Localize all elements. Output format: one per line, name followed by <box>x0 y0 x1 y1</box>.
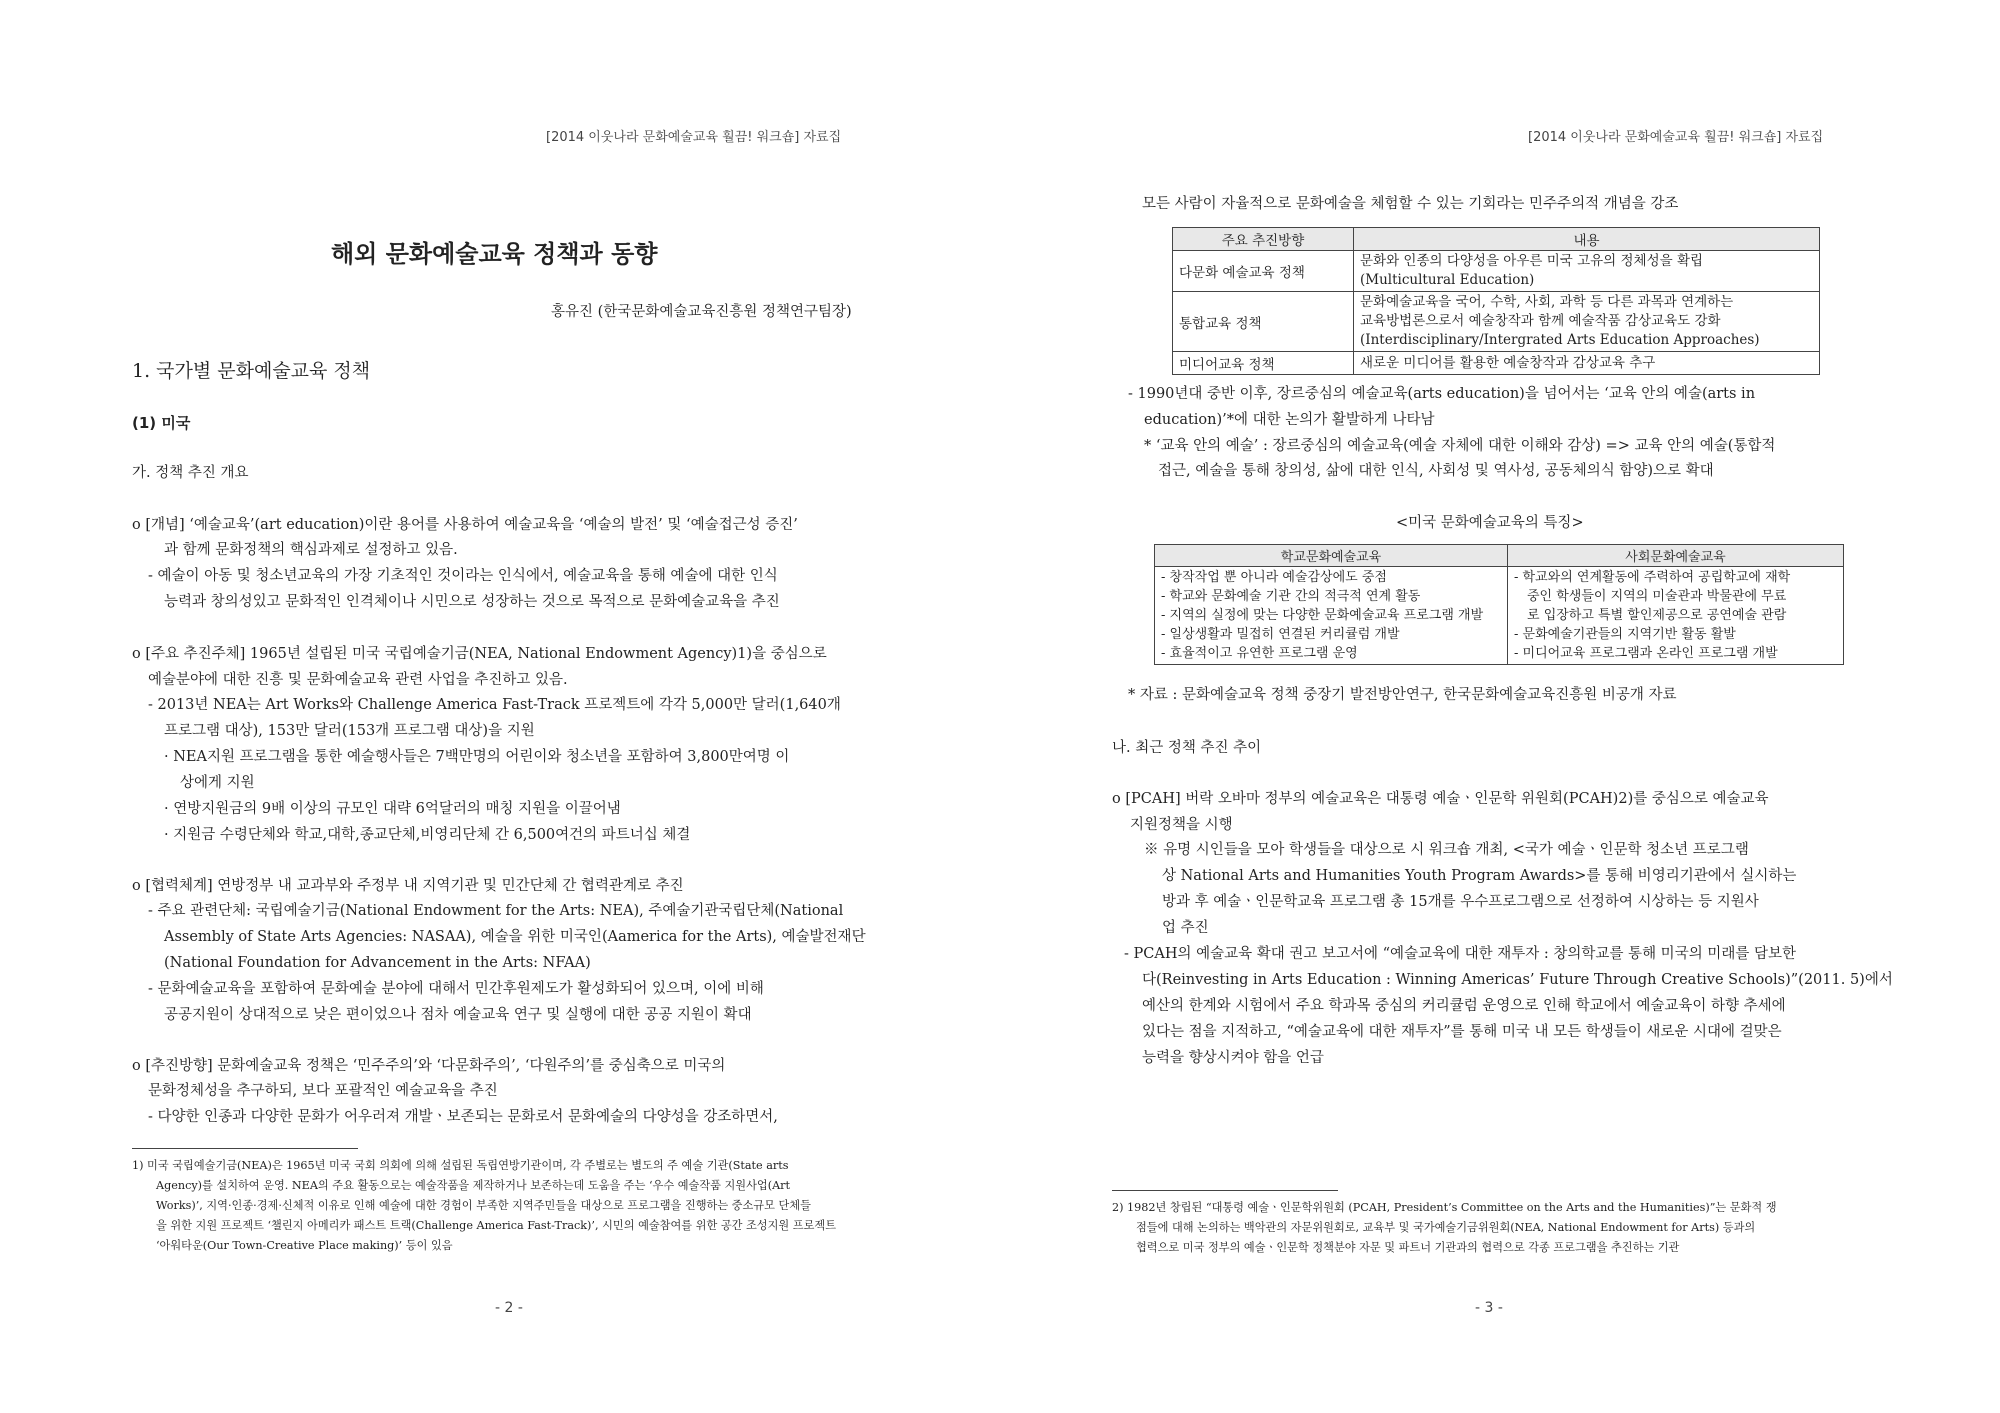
table-caption: <미국 문화예술교육의 특징> <box>1396 515 1584 531</box>
body-line: * ‘교육 안의 예술’ : 장르중심의 예술교육(예술 자체에 대한 이해와 감상) => 교육 안의 예술(통합적 <box>1144 438 1776 454</box>
body-line: - 문화예술교육을 포함하여 문화예술 분야에 대해서 민간후원제도가 활성화되어 있으며, 이에 비해 <box>148 981 764 997</box>
body-line: o [PCAH] 버락 오바마 정부의 예술교육은 대통령 예술ㆍ인문학 위원회(PCAH)2)를 중심으로 예술교육 <box>1112 791 1769 807</box>
body-line: o [주요 추진주체] 1965년 설립된 미국 국립예술기금(NEA, National Endowment Agency)1)을 중심으로 <box>132 646 827 662</box>
right-page <box>1000 0 2000 1413</box>
footnote-line: 1) 미국 국립예술기금(NEA)은 1965년 미국 국회 의회에 의해 설립된 독립연방기관이며, 각 주별로는 별도의 주 예술 기관(State arts <box>132 1159 789 1172</box>
section-heading: 1. 국가별 문화예술교육 정책 <box>132 360 371 382</box>
author-line: 홍유진 (한국문화예술교육진흥원 정책연구팀장) <box>551 304 852 320</box>
table-cell <box>1354 292 1820 352</box>
subsubsection-heading: 가. 정책 추진 개요 <box>132 465 249 481</box>
body-line: 있다는 점을 지적하고, “예술교육에 대한 재투자”를 통해 미국 내 모든 학생들이 새로운 시대에 걸맞은 <box>1142 1024 1782 1040</box>
body-line: 프로그램 대상), 153만 달러(153개 프로그램 대상)을 지원 <box>164 723 535 739</box>
cell-line: - 미디어교육 프로그램과 온라인 프로그램 개발 <box>1514 646 1778 661</box>
cell-line: - 창작작업 뿐 아니라 예술감상에도 중점 <box>1161 570 1387 585</box>
body-line: o [추진방향] 문화예술교육 정책은 ‘민주주의’와 ‘다문화주의’, ‘다원주의’를 중심축으로 미국의 <box>132 1058 726 1074</box>
body-line: 과 함께 문화정책의 핵심과제로 설정하고 있음. <box>164 542 458 558</box>
footnote-rule <box>132 1148 358 1149</box>
footnote-line: 2) 1982년 창립된 “대통령 예술ㆍ인문학위원회 (PCAH, President’s Committee on the Arts and the Humanities)”는 문화적 쟁 <box>1112 1201 1777 1214</box>
source-note: * 자료 : 문화예술교육 정책 중장기 발전방안연구, 한국문화예술교육진흥원 비공개 자료 <box>1128 687 1677 703</box>
cell-line: - 학교와의 연계활동에 주력하여 공립학교에 재학 <box>1514 570 1791 585</box>
table-cell <box>1155 567 1508 665</box>
table-header: 학교문화예술교육 <box>1155 545 1508 567</box>
table-header: 내용 <box>1354 228 1820 251</box>
us-arts-education-table <box>1154 544 1844 665</box>
cell-line: - 문화예술기관들의 지역기반 활동 활발 <box>1514 627 1736 642</box>
body-line: o [개념] ‘예술교육’(art education)이란 용어를 사용하여 예술교육을 ‘예술의 발전’ 및 ‘예술접근성 증진’ <box>132 517 798 533</box>
table-cell: 다문화 예술교육 정책 <box>1173 251 1354 292</box>
table-cell <box>1508 567 1844 665</box>
table-header: 주요 추진방향 <box>1173 228 1354 251</box>
body-line: · 연방지원금의 9배 이상의 규모인 대략 6억달러의 매칭 지원을 이끌어냄 <box>164 801 621 817</box>
cell-line: 문화와 인종의 다양성을 아우른 미국 고유의 정체성을 확립 <box>1360 253 1704 269</box>
footnote-line: ‘아워타운(Our Town-Creative Place making)’ 등이 있음 <box>156 1239 453 1252</box>
table-row <box>1173 352 1820 375</box>
footnote-line: Works)’, 지역·인종·경제·신체적 이유로 인해 예술에 대한 경험이 부족한 지역주민들을 대상으로 프로그램을 진행하는 중소규모 단체들 <box>156 1199 811 1212</box>
body-line: - 1990년대 중반 이후, 장르중심의 예술교육(arts education)을 넘어서는 ‘교육 안의 예술(arts in <box>1128 386 1756 402</box>
body-line: education)’*에 대한 논의가 활발하게 나타남 <box>1144 412 1435 428</box>
body-line: 공공지원이 상대적으로 낮은 편이었으나 점차 예술교육 연구 및 실행에 대한 공공 지원이 확대 <box>164 1007 752 1023</box>
cell-line: 문화예술교육을 국어, 수학, 사회, 과학 등 다른 과목과 연계하는 <box>1360 294 1734 310</box>
cell-line: - 지역의 실정에 맞는 다양한 문화예술교육 프로그램 개발 <box>1161 608 1484 623</box>
footnote-line: 을 위한 지원 프로젝트 ‘챌린지 아메리카 패스트 트랙(Challenge America Fast-Track)’, 시민의 예술참여를 위한 공간 조성지원 프로젝트 <box>156 1219 837 1232</box>
table-cell <box>1354 251 1820 292</box>
body-line: - 2013년 NEA는 Art Works와 Challenge America Fast-Track 프로젝트에 각각 5,000만 달러(1,640개 <box>148 697 841 713</box>
page-header: [2014 이웃나라 문화예술교육 훨끔! 워크숍] 자료집 <box>1528 130 1824 145</box>
body-line: Assembly of State Arts Agencies: NASAA), 예술을 위한 미국인(Aamerica for the Arts), 예술발전재단 <box>164 929 866 945</box>
table-header-row <box>1155 545 1844 567</box>
page-number: - 2 - <box>495 1300 523 1316</box>
table-row <box>1173 292 1820 352</box>
table-header-row <box>1173 228 1820 251</box>
cell-line: - 효율적이고 유연한 프로그램 운영 <box>1161 646 1358 661</box>
body-line: - 다양한 인종과 다양한 문화가 어우러져 개발ㆍ보존되는 문화로서 문화예술의 다양성을 강조하면서, <box>148 1109 778 1125</box>
body-line: ※ 유명 시인들을 모아 학생들을 대상으로 시 워크숍 개최, <국가 예술ㆍ인문학 청소년 프로그램 <box>1144 842 1749 858</box>
body-line: 상 National Arts and Humanities Youth Program Awards>를 통해 비영리기관에서 실시하는 <box>1162 868 1797 884</box>
table-cell: 통합교육 정책 <box>1173 292 1354 352</box>
footnote-line: 협력으로 미국 정부의 예술ㆍ인문학 정책분야 자문 및 파트너 기관과의 협력으로 각종 프로그램을 추진하는 기관 <box>1136 1241 1680 1254</box>
cell-line: - 학교와 문화예술 기관 간의 적극적 연계 활동 <box>1161 589 1421 604</box>
policy-direction-table <box>1172 227 1820 375</box>
body-line: 지원정책을 시행 <box>1130 817 1233 833</box>
body-line: · NEA지원 프로그램을 통한 예술행사들은 7백만명의 어린이와 청소년을 포함하여 3,800만여명 이 <box>164 749 790 765</box>
body-line: 접근, 예술을 통해 창의성, 삶에 대한 인식, 사회성 및 역사성, 공동체의식 함양)으로 확대 <box>1158 463 1714 479</box>
body-line: o [협력체계] 연방정부 내 교과부와 주정부 내 지역기관 및 민간단체 간 협력관계로 추진 <box>132 878 684 894</box>
body-line: - PCAH의 예술교육 확대 권고 보고서에 “예술교육에 대한 재투자 : 창의학교를 통해 미국의 미래를 담보한 <box>1124 946 1796 962</box>
footnote-line: 점들에 대해 논의하는 백악관의 자문위원회로, 교육부 및 국가예술기금위원회(NEA, National Endowment for Arts) 등과의 <box>1136 1221 1756 1234</box>
page-header: [2014 이웃나라 문화예술교육 훨끔! 워크숍] 자료집 <box>546 130 842 145</box>
body-line: · 지원금 수령단체와 학교,대학,종교단체,비영리단체 간 6,500여건의 파트너십 체결 <box>164 827 691 843</box>
table-cell: 미디어교육 정책 <box>1173 352 1354 375</box>
intro-line: 모든 사람이 자율적으로 문화예술을 체험할 수 있는 기회라는 민주주의적 개념을 강조 <box>1142 196 1679 212</box>
footnote-line: Agency)를 설치하여 운영. NEA의 주요 활동으로는 예술작품을 제작하거나 보존하는데 도움을 주는 ‘우수 예술작품 지원사업(Art <box>156 1179 791 1192</box>
body-line: 능력과 창의성있고 문화적인 인격체이나 시민으로 성장하는 것으로 목적으로 문화예술교육을 추진 <box>164 594 780 610</box>
cell-line: (Interdisciplinary/Intergrated Arts Education Approaches) <box>1360 332 1760 348</box>
table-row <box>1173 251 1820 292</box>
table-header: 사회문화예술교육 <box>1508 545 1844 567</box>
body-line: 다(Reinvesting in Arts Education : Winning Americas’ Future Through Creative Schools)”(2011. 5)에서 <box>1142 972 1893 988</box>
body-line: 예술분야에 대한 진흥 및 문화예술교육 관련 사업을 추진하고 있음. <box>148 672 568 688</box>
cell-line: 로 입장하고 특별 할인제공으로 공연예술 관람 <box>1527 608 1787 623</box>
cell-line: 교육방법론으로서 예술창작과 함께 예술작품 감상교육도 강화 <box>1360 313 1721 329</box>
page-number: - 3 - <box>1475 1300 1503 1316</box>
table-cell <box>1354 352 1820 375</box>
footnote-rule <box>1112 1190 1338 1191</box>
body-line: 방과 후 예술ㆍ인문학교육 프로그램 총 15개를 우수프로그램으로 선정하여 시상하는 등 지원사 <box>1162 894 1759 910</box>
body-line: 예산의 한계와 시험에서 주요 학과목 중심의 커리큘럼 운영으로 인해 학교에서 예술교육이 하향 추세에 <box>1142 998 1786 1014</box>
table-row <box>1155 567 1844 665</box>
body-line: 상에게 지원 <box>180 775 255 791</box>
document-title: 해외 문화예술교육 정책과 동향 <box>331 239 658 268</box>
body-line: - 예술이 아동 및 청소년교육의 가장 기초적인 것이라는 인식에서, 예술교육을 통해 예술에 대한 인식 <box>148 568 778 584</box>
body-line: 능력을 향상시켜야 함을 언급 <box>1142 1050 1324 1066</box>
cell-line: 새로운 미디어를 활용한 예술창작과 감상교육 추구 <box>1360 354 1656 371</box>
cell-line: - 일상생활과 밀접히 연결된 커리큘럼 개발 <box>1161 627 1400 642</box>
cell-line: (Multicultural Education) <box>1360 272 1535 288</box>
cell-line: 중인 학생들이 지역의 미술관과 박물관에 무료 <box>1527 589 1787 604</box>
subsection-heading: (1) 미국 <box>132 414 191 432</box>
body-line: 업 추진 <box>1162 920 1209 936</box>
body-line: - 주요 관련단체: 국립예술기금(National Endowment for the Arts: NEA), 주예술기관국립단체(National <box>148 903 844 919</box>
subsubsection-heading: 나. 최근 정책 추진 추이 <box>1112 740 1262 756</box>
body-line: (National Foundation for Advancement in the Arts: NFAA) <box>164 955 591 971</box>
body-line: 문화정체성을 추구하되, 보다 포괄적인 예술교육을 추진 <box>148 1083 498 1099</box>
